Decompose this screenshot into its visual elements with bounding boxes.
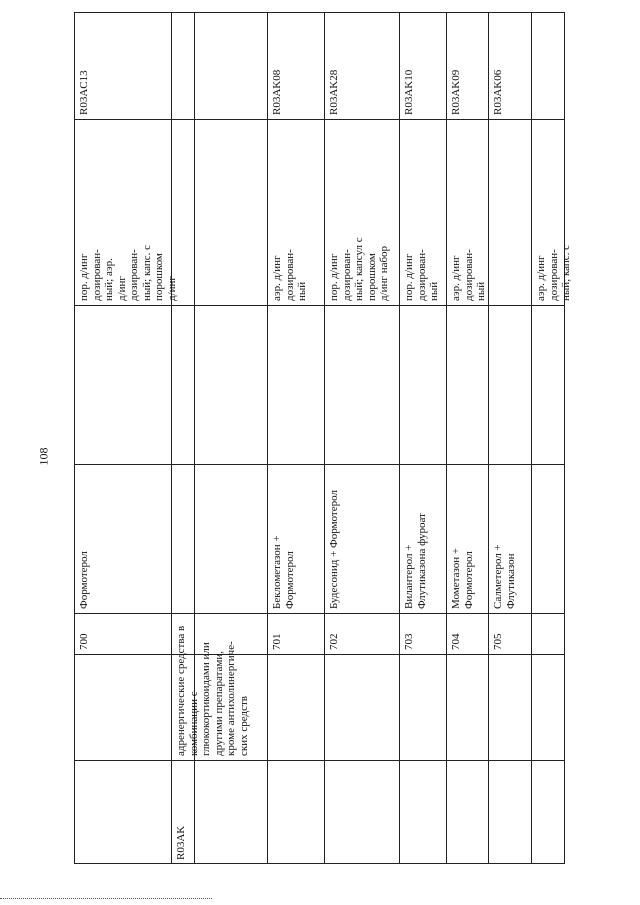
cell-num: 702 xyxy=(328,633,340,650)
column-rule xyxy=(74,464,565,465)
column-rule xyxy=(74,119,565,120)
column-rule xyxy=(74,613,565,614)
cell-inn: Будесонид + Формотерол xyxy=(328,490,340,609)
footnote-rule xyxy=(0,898,212,899)
row-rule xyxy=(399,12,400,864)
column-rule xyxy=(74,654,565,655)
cell-inn: Беклометазон + Формотерол xyxy=(271,535,296,609)
table-frame xyxy=(74,12,565,864)
cell-group-code: R03AK xyxy=(175,825,187,860)
cell-atc: R03AK10 xyxy=(403,69,415,115)
row-rule xyxy=(171,12,172,864)
cell-num: 705 xyxy=(492,633,504,650)
cell-group-name: адренергические средства в комбинации с глюкокортикоидами или другими препаратами, кроме антихолинергиче- ских средств xyxy=(175,625,250,756)
cell-form: пор. д/инг дозирован- ный; капсул с порошком д/инг набор xyxy=(328,237,390,301)
cell-form: пор. д/инг дозирован- ный; аэр. д/инг дозирован- ный; капс. с порошком д/инг xyxy=(78,244,178,301)
page-number: 108 xyxy=(36,447,51,466)
cell-inn: Салметерол + Флутиказон xyxy=(492,544,517,609)
cell-form: аэр. д/инг дозирован- ный xyxy=(271,249,308,301)
cell-inn: Вилантерол + Флутиказона фуроат xyxy=(403,513,428,609)
row-rule xyxy=(267,12,268,864)
column-rule xyxy=(74,305,565,306)
row-rule xyxy=(488,12,489,864)
cell-num: 704 xyxy=(450,633,462,650)
cell-atc: R03AK28 xyxy=(328,69,340,115)
column-rule xyxy=(74,760,565,761)
row-rule xyxy=(324,12,325,864)
medication-table xyxy=(74,12,572,864)
cell-num: 703 xyxy=(403,633,415,650)
cell-inn: Формотерол xyxy=(78,551,90,609)
cell-form: аэр. д/инг дозирован- ный xyxy=(450,249,487,301)
cell-atc: R03AC13 xyxy=(78,70,90,115)
cell-num: 700 xyxy=(78,633,90,650)
row-rule xyxy=(446,12,447,864)
cell-form: пор. д/инг дозирован- ный xyxy=(403,249,440,301)
cell-inn: Мометазон + Формотерол xyxy=(450,547,475,609)
row-rule xyxy=(531,12,532,864)
cell-num: 701 xyxy=(271,633,283,650)
cell-atc: R03AK06 xyxy=(492,69,504,115)
cell-atc: R03AK09 xyxy=(450,69,462,115)
cell-atc: R03AK08 xyxy=(271,69,283,115)
cell-form: аэр. д/инг дозирован- ный; капс. с xyxy=(535,244,572,301)
